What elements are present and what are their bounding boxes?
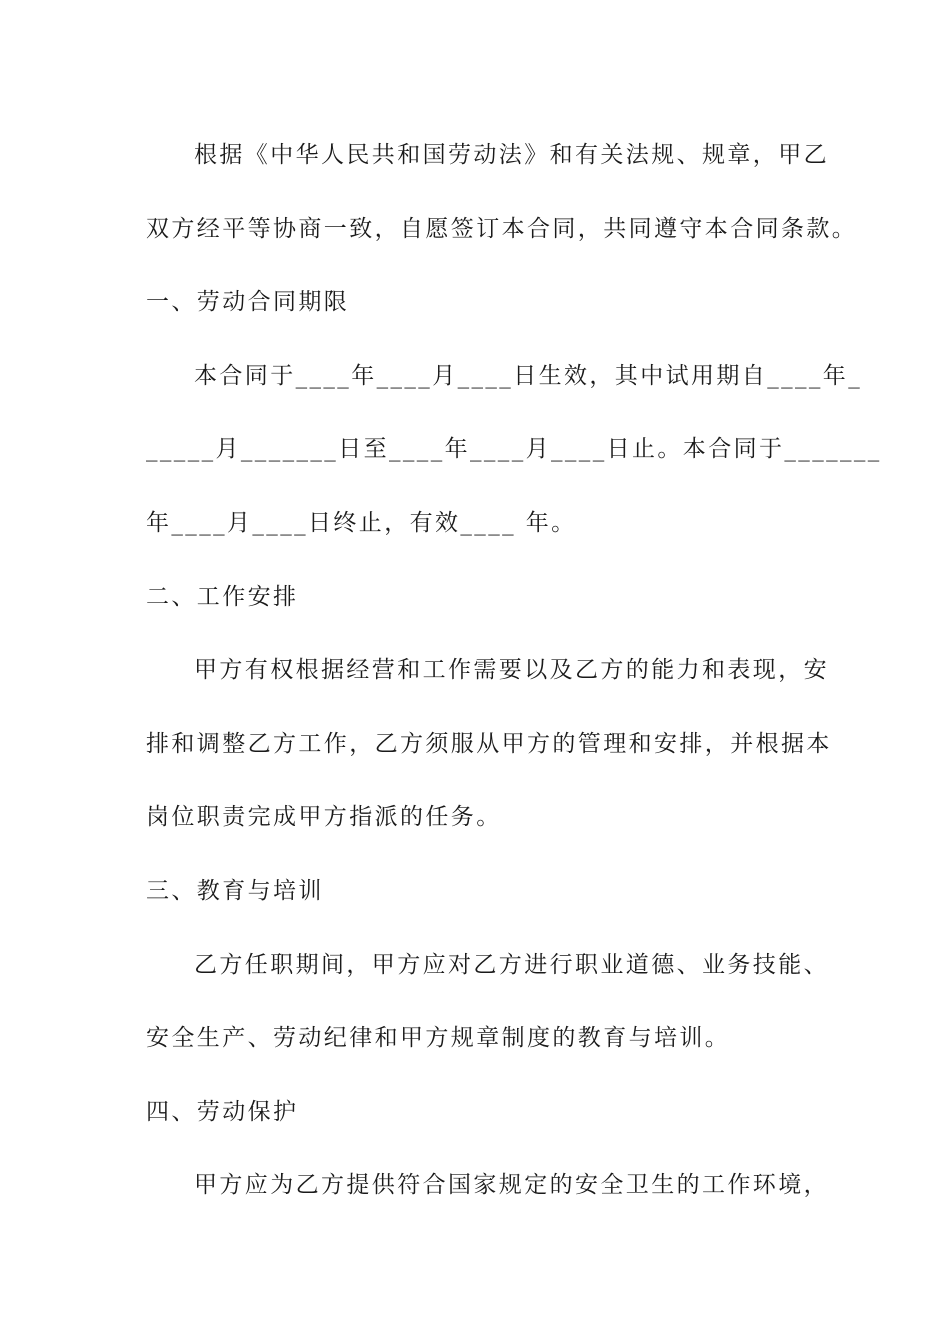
section-heading-protection: 四、劳动保护 (146, 1098, 299, 1125)
paragraph-line: 乙方任职期间，甲方应对乙方进行职业道德、业务技能、 (194, 951, 829, 978)
paragraph-line: 排和调整乙方工作，乙方须服从甲方的管理和安排，并根据本 (146, 730, 832, 757)
paragraph-line: 岗位职责完成甲方指派的任务。 (146, 804, 502, 831)
section-heading-training: 三、教育与培训 (146, 877, 324, 904)
section-heading-term: 一、劳动合同期限 (146, 289, 350, 316)
paragraph-line: 甲方有权根据经营和工作需要以及乙方的能力和表现，安 (194, 657, 829, 684)
paragraph-line: 安全生产、劳动纪律和甲方规章制度的教育与培训。 (146, 1025, 731, 1052)
paragraph-line: 双方经平等协商一致，自愿签订本合同，共同遵守本合同条款。 (146, 215, 858, 242)
contract-body (146, 119, 882, 1223)
paragraph-line: 根据《中华人民共和国劳动法》和有关法规、规章，甲乙 (194, 142, 829, 168)
paragraph-line: 甲方应为乙方提供符合国家规定的安全卫生的工作环境， (194, 1172, 829, 1199)
section-heading-work: 二、工作安排 (146, 583, 299, 610)
paragraph-line: 本合同于____年____月____日生效，其中试用期自____年_ (194, 362, 863, 389)
paragraph-line: 年____月____日终止，有效____ 年。 (146, 509, 577, 536)
paragraph-line: _____月_______日至____年____月____日止。本合同于_______ (146, 436, 882, 463)
